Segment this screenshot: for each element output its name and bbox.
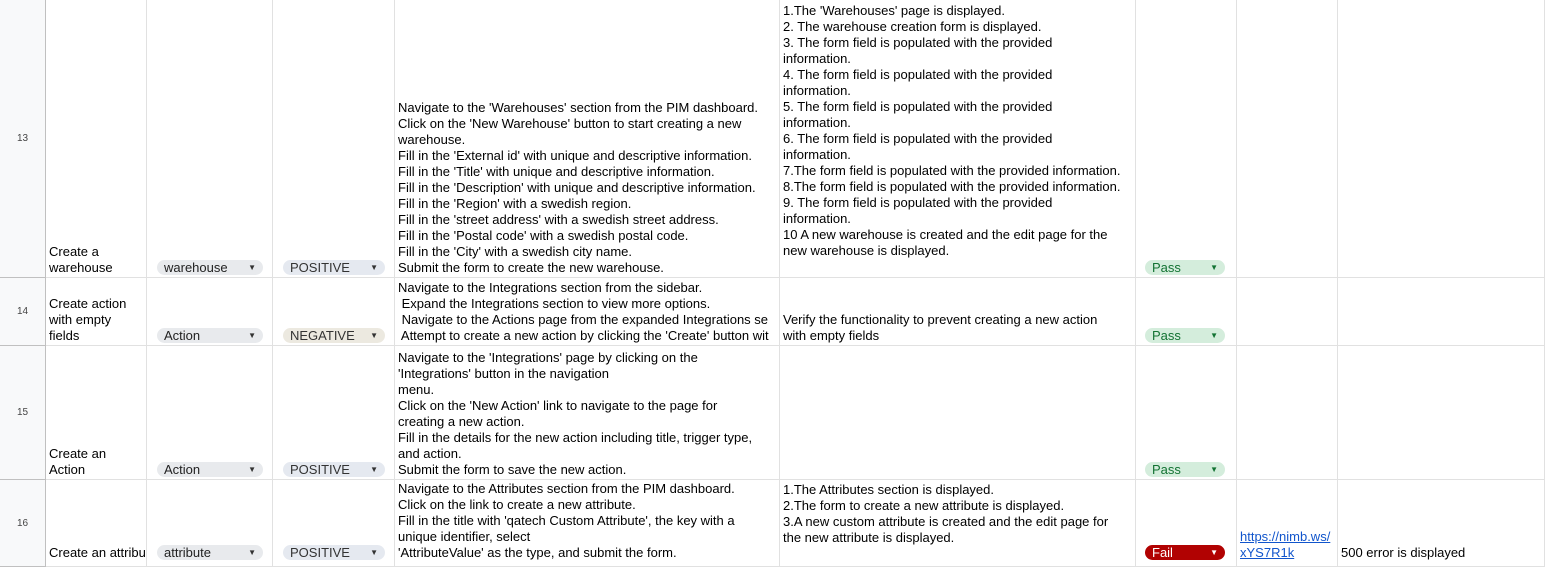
expected-line: 6. The form field is populated with the provided: [783, 131, 1053, 146]
module-value: warehouse: [164, 259, 228, 275]
row-header-16[interactable]: [0, 480, 46, 567]
cell-expected[interactable]: [780, 480, 1136, 567]
expected-line: 5. The form field is populated with the provided: [783, 99, 1053, 114]
expected-line: 7.The form field is populated with the provided information.: [783, 163, 1121, 178]
cell-link[interactable]: [1237, 0, 1338, 278]
cell-status[interactable]: [1136, 278, 1237, 346]
cell-module[interactable]: [147, 480, 273, 567]
cell-link[interactable]: [1237, 480, 1338, 567]
cell-type[interactable]: [273, 480, 395, 567]
type-dropdown[interactable]: [283, 545, 385, 560]
step-line: menu.: [398, 382, 435, 397]
cell-steps[interactable]: [395, 278, 780, 346]
dropdown-arrow-icon: ▼: [248, 464, 256, 474]
cell-notes[interactable]: [1338, 278, 1545, 346]
step-line: Click on the link to create a new attribute.: [398, 497, 636, 512]
expected-line: 1.The 'Warehouses' page is displayed.: [783, 3, 1005, 18]
dropdown-arrow-icon: ▼: [248, 330, 256, 340]
type-dropdown[interactable]: [283, 462, 385, 477]
cell-expected[interactable]: [780, 346, 1136, 480]
step-line: Fill in the 'Description' with unique and descriptive information.: [398, 180, 756, 195]
cell-module[interactable]: [147, 0, 273, 278]
title-line: Action: [49, 462, 86, 477]
dropdown-arrow-icon: ▼: [1210, 330, 1218, 340]
module-value: attribute: [164, 544, 211, 560]
dropdown-arrow-icon: ▼: [370, 330, 378, 340]
title-line: fields: [49, 328, 80, 343]
module-dropdown[interactable]: [157, 328, 263, 343]
row-header-14[interactable]: [0, 278, 46, 346]
expected-line: 4. The form field is populated with the provided: [783, 67, 1053, 82]
row-header-15[interactable]: [0, 346, 46, 480]
cell-type[interactable]: [273, 0, 395, 278]
type-value: NEGATIVE: [290, 327, 355, 343]
dropdown-arrow-icon: ▼: [370, 262, 378, 272]
cell-link[interactable]: [1237, 346, 1338, 480]
step-line: creating a new action.: [398, 414, 525, 429]
expected-line: the new attribute is displayed.: [783, 530, 955, 545]
status-dropdown[interactable]: [1145, 328, 1225, 343]
expected-line: 3.A new custom attribute is created and the edit page for: [783, 514, 1109, 529]
step-line: Attempt to create a new action by clicking the 'Create' button wit: [398, 328, 769, 343]
expected-line: 2. The warehouse creation form is displayed.: [783, 19, 1042, 34]
cell-notes[interactable]: [1338, 0, 1545, 278]
cell-status[interactable]: [1136, 0, 1237, 278]
status-dropdown[interactable]: [1145, 462, 1225, 477]
expected-line: 8.The form field is populated with the provided information.: [783, 179, 1121, 194]
title-line: with empty: [49, 312, 112, 327]
dropdown-arrow-icon: ▼: [248, 547, 256, 557]
step-line: Fill in the 'Postal code' with a swedish postal code.: [398, 228, 689, 243]
step-line: Navigate to the 'Integrations' page by clicking on the: [398, 350, 698, 365]
expected-line: 1.The Attributes section is displayed.: [783, 482, 995, 497]
type-dropdown[interactable]: [283, 260, 385, 275]
expected-line: with empty fields: [783, 328, 880, 343]
module-dropdown[interactable]: [157, 462, 263, 477]
dropdown-arrow-icon: ▼: [1210, 547, 1218, 557]
cell-steps[interactable]: [395, 480, 780, 567]
cell-module[interactable]: [147, 346, 273, 480]
expected-line: 3. The form field is populated with the provided: [783, 35, 1053, 50]
type-value: POSITIVE: [290, 461, 350, 477]
step-line: and action.: [398, 446, 462, 461]
cell-module[interactable]: [147, 278, 273, 346]
row-number: 14: [16, 306, 29, 317]
cell-notes[interactable]: [1338, 346, 1545, 480]
row-number: 15: [16, 407, 29, 418]
status-dropdown[interactable]: [1145, 260, 1225, 275]
row-header-13[interactable]: [0, 0, 46, 278]
status-value: Pass: [1152, 259, 1181, 275]
cell-title[interactable]: [46, 0, 147, 278]
expected-line: 9. The form field is populated with the provided: [783, 195, 1053, 210]
type-value: POSITIVE: [290, 544, 350, 560]
step-line: 'Integrations' button in the navigation: [398, 366, 609, 381]
step-line: Click on the 'New Warehouse' button to start creating a new: [398, 116, 742, 131]
step-line: Fill in the 'Region' with a swedish region.: [398, 196, 632, 211]
step-line: Submit the form to create the new warehouse.: [398, 260, 664, 275]
cell-title[interactable]: [46, 480, 147, 567]
expected-line: information.: [783, 115, 851, 130]
dropdown-arrow-icon: ▼: [370, 464, 378, 474]
type-value: POSITIVE: [290, 259, 350, 275]
row-number: 13: [16, 133, 29, 144]
cell-expected[interactable]: [780, 0, 1136, 278]
expected-line: information.: [783, 51, 851, 66]
expected-line: information.: [783, 147, 851, 162]
row-number: 16: [16, 517, 29, 529]
evidence-link[interactable]: xYS7R1k: [1240, 545, 1295, 560]
expected-line: Verify the functionality to prevent creating a new action: [783, 312, 1098, 327]
step-line: 'AttributeValue' as the type, and submit the form.: [398, 545, 677, 560]
status-value: Fail: [1152, 544, 1173, 560]
step-line: Fill in the 'street address' with a swedish street address.: [398, 212, 719, 227]
step-line: Fill in the 'External id' with unique and descriptive information.: [398, 148, 752, 163]
module-dropdown[interactable]: [157, 545, 263, 560]
module-dropdown[interactable]: [157, 260, 263, 275]
expected-line: 10 A new warehouse is created and the edit page for the: [783, 227, 1108, 242]
expected-line: information.: [783, 83, 851, 98]
cell-notes[interactable]: [1338, 480, 1545, 567]
notes-text: 500 error is displayed: [1341, 545, 1466, 560]
dropdown-arrow-icon: ▼: [248, 262, 256, 272]
step-line: Navigate to the Actions page from the expanded Integrations se: [398, 312, 769, 327]
cell-expected[interactable]: [780, 278, 1136, 346]
step-line: Submit the form to save the new action.: [398, 462, 627, 477]
cell-status[interactable]: [1136, 480, 1237, 567]
step-line: Fill in the 'City' with a swedish city name.: [398, 244, 632, 259]
module-value: Action: [164, 461, 201, 477]
cell-steps[interactable]: [395, 0, 780, 278]
status-value: Pass: [1152, 461, 1181, 477]
module-value: Action: [164, 327, 201, 343]
title-line: warehouse: [49, 260, 113, 275]
expected-line: 2.The form to create a new attribute is displayed.: [783, 498, 1065, 513]
title-line: Create action: [49, 296, 127, 311]
title-line: Create an attribu: [49, 545, 146, 560]
status-value: Pass: [1152, 327, 1181, 343]
cell-type[interactable]: [273, 278, 395, 346]
title-line: Create an: [49, 446, 107, 461]
expected-line: information.: [783, 211, 851, 226]
step-line: Click on the 'New Action' link to navigate to the page for: [398, 398, 718, 413]
cell-title[interactable]: [46, 346, 147, 480]
cell-status[interactable]: [1136, 346, 1237, 480]
evidence-link[interactable]: https://nimb.ws/: [1240, 529, 1331, 544]
step-line: warehouse.: [398, 132, 466, 147]
step-line: Fill in the 'Title' with unique and descriptive information.: [398, 164, 715, 179]
status-dropdown[interactable]: [1145, 545, 1225, 560]
step-line: Fill in the details for the new action including title, trigger type,: [398, 430, 753, 445]
step-line: Navigate to the 'Warehouses' section from the PIM dashboard.: [398, 100, 759, 115]
cell-steps[interactable]: [395, 346, 780, 480]
expected-line: new warehouse is displayed.: [783, 243, 950, 258]
step-line: Navigate to the Attributes section from the PIM dashboard.: [398, 481, 735, 496]
step-line: Navigate to the Integrations section from the sidebar.: [398, 280, 703, 295]
type-dropdown[interactable]: [283, 328, 385, 343]
dropdown-arrow-icon: ▼: [370, 547, 378, 557]
step-line: Fill in the title with 'qatech Custom Attribute', the key with a: [398, 513, 735, 528]
cell-link[interactable]: [1237, 278, 1338, 346]
step-line: unique identifier, select: [398, 529, 531, 544]
step-line: Expand the Integrations section to view more options.: [398, 296, 711, 311]
dropdown-arrow-icon: ▼: [1210, 262, 1218, 272]
title-line: Create a: [49, 244, 99, 259]
cell-title[interactable]: [46, 278, 147, 346]
dropdown-arrow-icon: ▼: [1210, 464, 1218, 474]
cell-type[interactable]: [273, 346, 395, 480]
